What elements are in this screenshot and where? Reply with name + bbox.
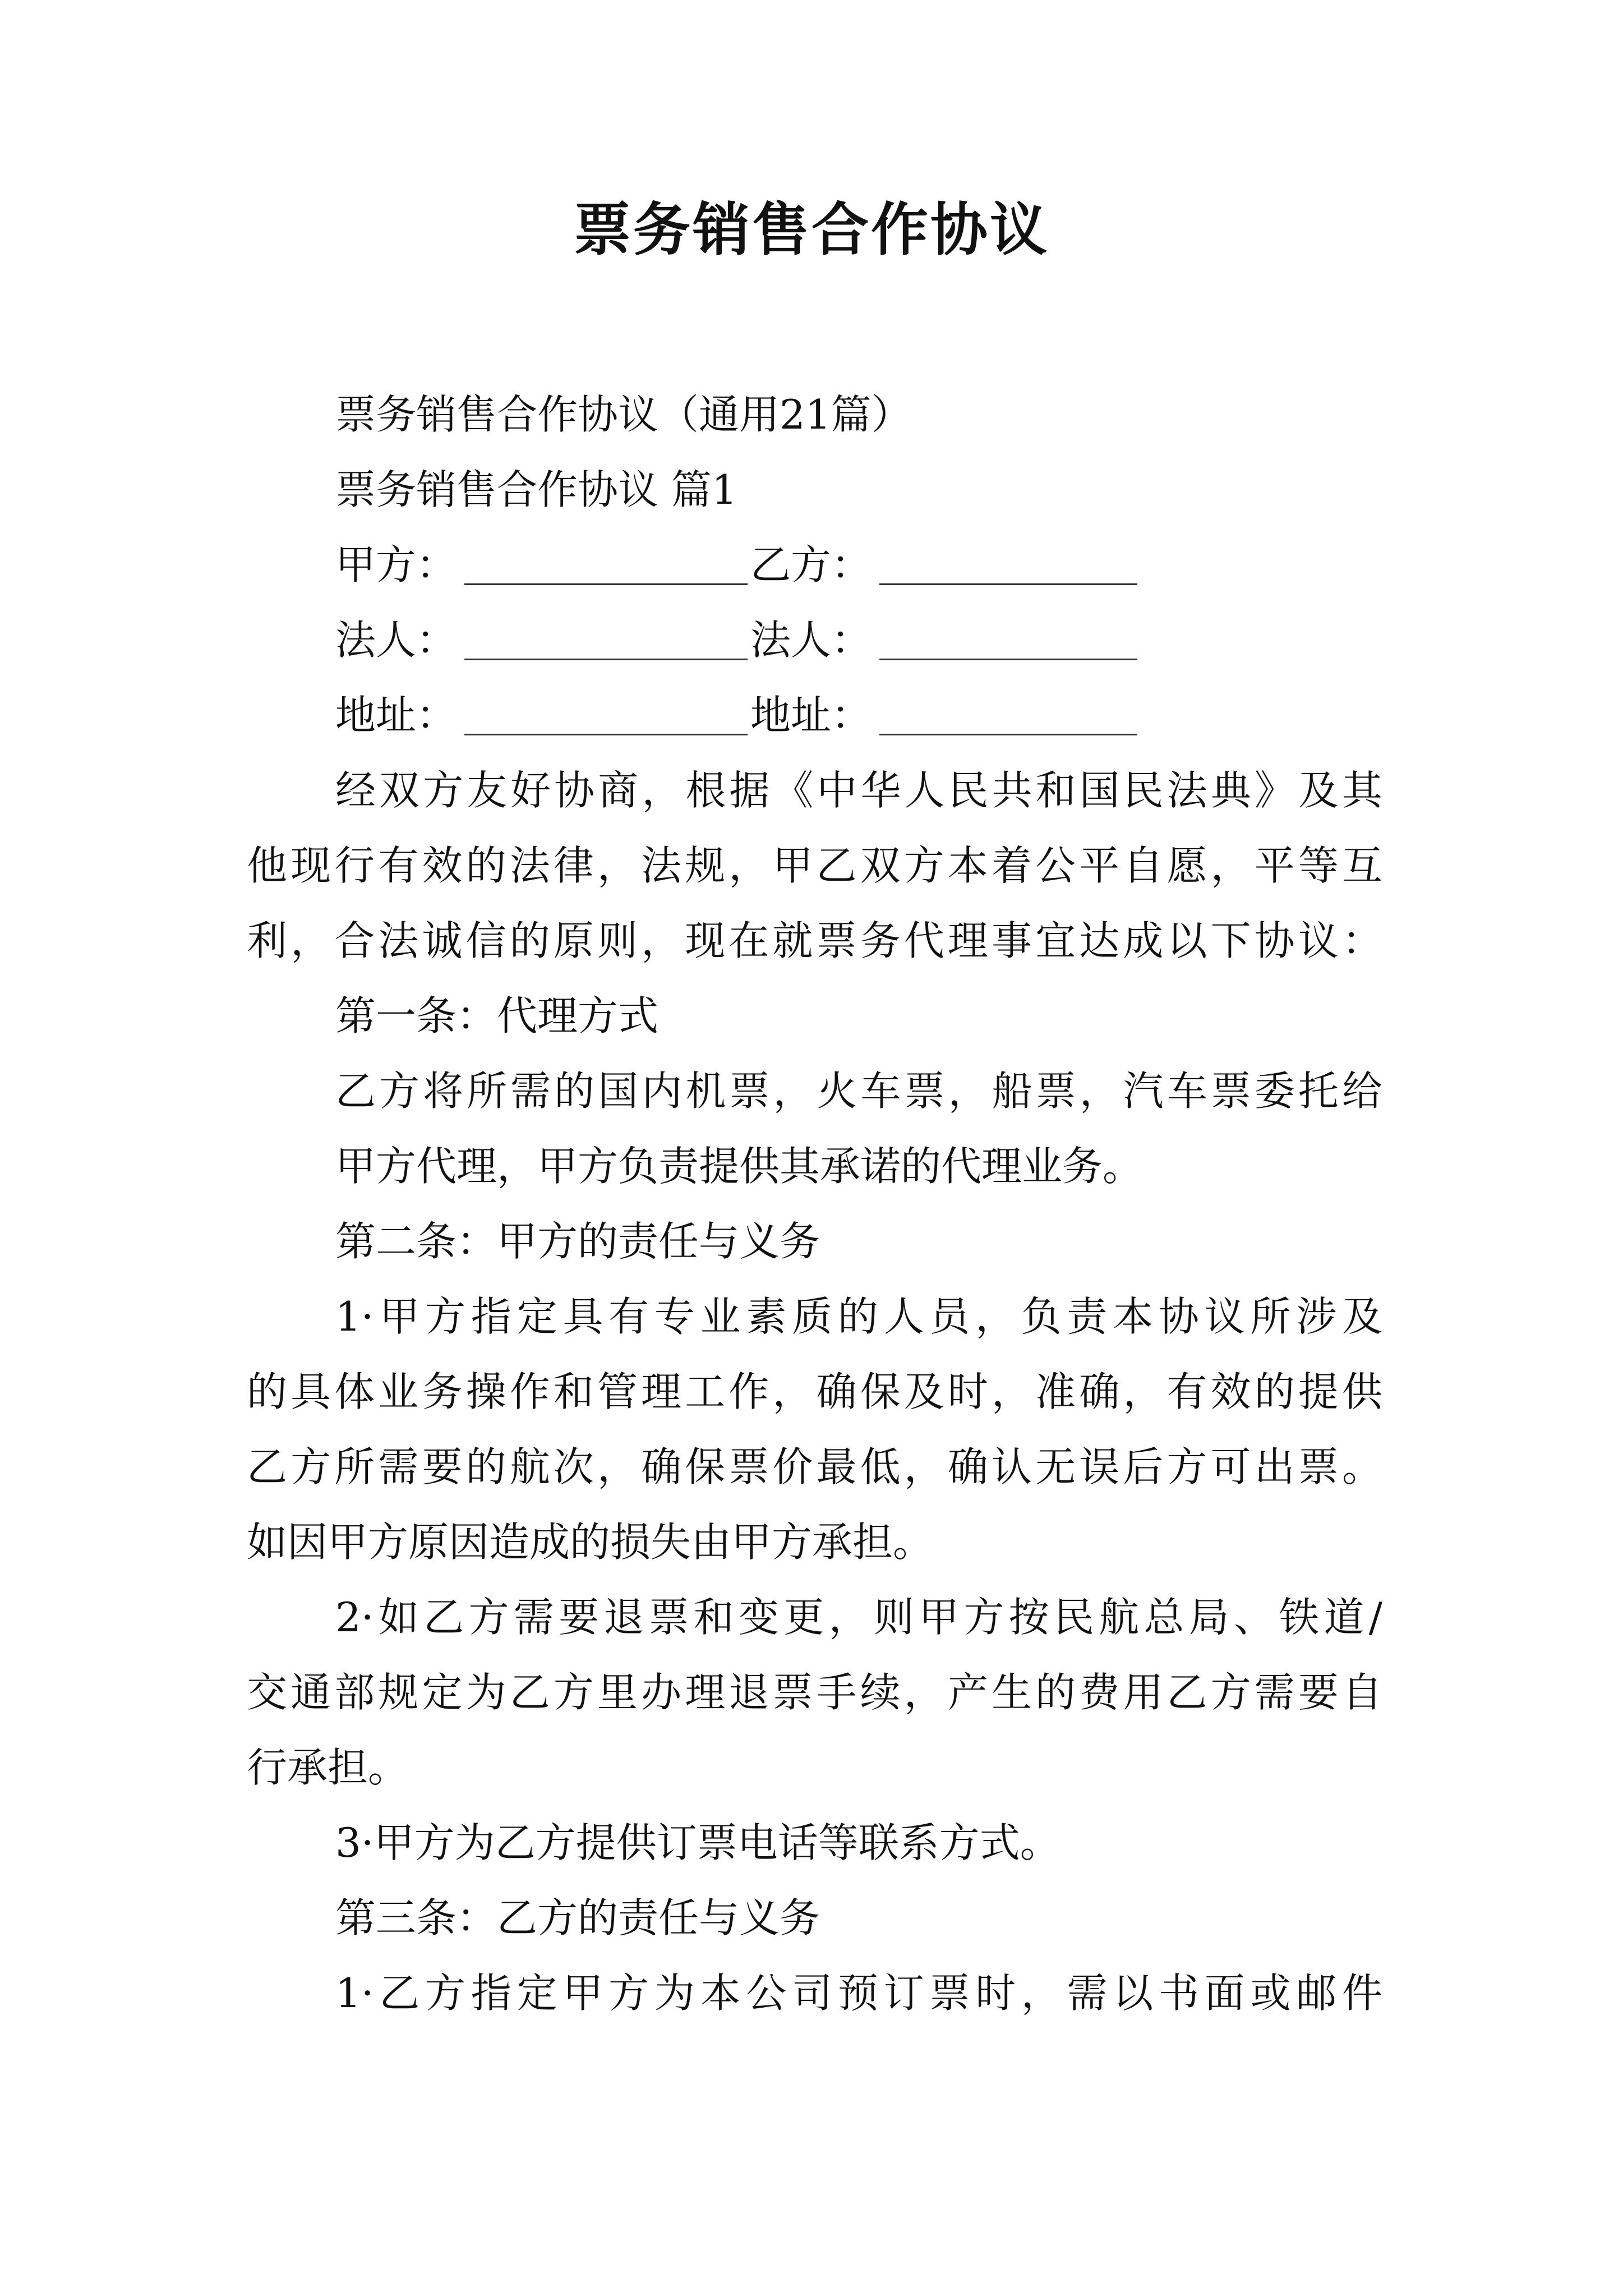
party-row-legal <box>335 615 1177 665</box>
party-b-label: 乙方： <box>750 541 872 588</box>
party-b-blank[interactable] <box>879 583 1137 585</box>
article2-item1-line: 1·甲方指定具有专业素质的人员，负责本协议所涉及 <box>335 1293 1382 1340</box>
article2-item1-line: 的具体业务操作和管理工作，确保及时，准确，有效的提供 <box>247 1368 1382 1415</box>
legal-a-blank[interactable] <box>464 659 748 660</box>
legal-b-label: 法人： <box>750 616 872 664</box>
party-a-label: 甲方： <box>335 541 457 588</box>
intro-line: 经双方友好协商，根据《中华人民共和国民法典》及其 <box>335 767 1382 814</box>
address-b-label: 地址： <box>750 692 872 739</box>
address-b-blank[interactable] <box>879 734 1137 735</box>
address-a-blank[interactable] <box>464 734 748 735</box>
article1-line: 乙方将所需的国内机票，火车票，船票，汽车票委托给 <box>335 1068 1382 1115</box>
section-heading: 票务销售合作协议 篇1 <box>335 466 737 513</box>
article3-item1-line: 1·乙方指定甲方为本公司预订票时，需以书面或邮件 <box>335 1970 1382 2017</box>
article2-item3-line: 3·甲方为乙方提供订票电话等联系方式。 <box>335 1819 1061 1866</box>
article2-item2-line: 2·如乙方需要退票和变更，则甲方按民航总局、铁道/ <box>335 1594 1382 1641</box>
article2-item1-line: 乙方所需要的航次，确保票价最低，确认无误后方可出票。 <box>247 1443 1382 1490</box>
address-a-label: 地址： <box>335 692 457 739</box>
article2-item2-line: 交通部规定为乙方里办理退票手续，产生的费用乙方需要自 <box>247 1669 1382 1716</box>
legal-b-blank[interactable] <box>879 659 1137 660</box>
party-a-blank[interactable] <box>464 583 748 585</box>
article2-heading: 第二条：甲方的责任与义务 <box>335 1218 820 1265</box>
intro-line: 利，合法诚信的原则，现在就票务代理事宜达成以下协议： <box>247 917 1382 964</box>
document-title: 票务销售合作协议 <box>574 196 1049 264</box>
party-row-address <box>335 690 1177 740</box>
article1-line: 甲方代理，甲方负责提供其承诺的代理业务。 <box>335 1143 1144 1190</box>
legal-a-label: 法人： <box>335 616 457 664</box>
document-subtitle: 票务销售合作协议（通用21篇） <box>335 391 912 438</box>
intro-line: 他现行有效的法律，法规，甲乙双方本着公平自愿，平等互 <box>247 842 1382 889</box>
article2-item2-line: 行承担。 <box>247 1744 409 1791</box>
article1-heading: 第一条：代理方式 <box>335 992 659 1039</box>
article2-item1-line: 如因甲方原因造成的损失由甲方承担。 <box>247 1519 934 1566</box>
party-row-parties <box>335 540 1177 590</box>
article3-heading: 第三条：乙方的责任与义务 <box>335 1894 820 1941</box>
